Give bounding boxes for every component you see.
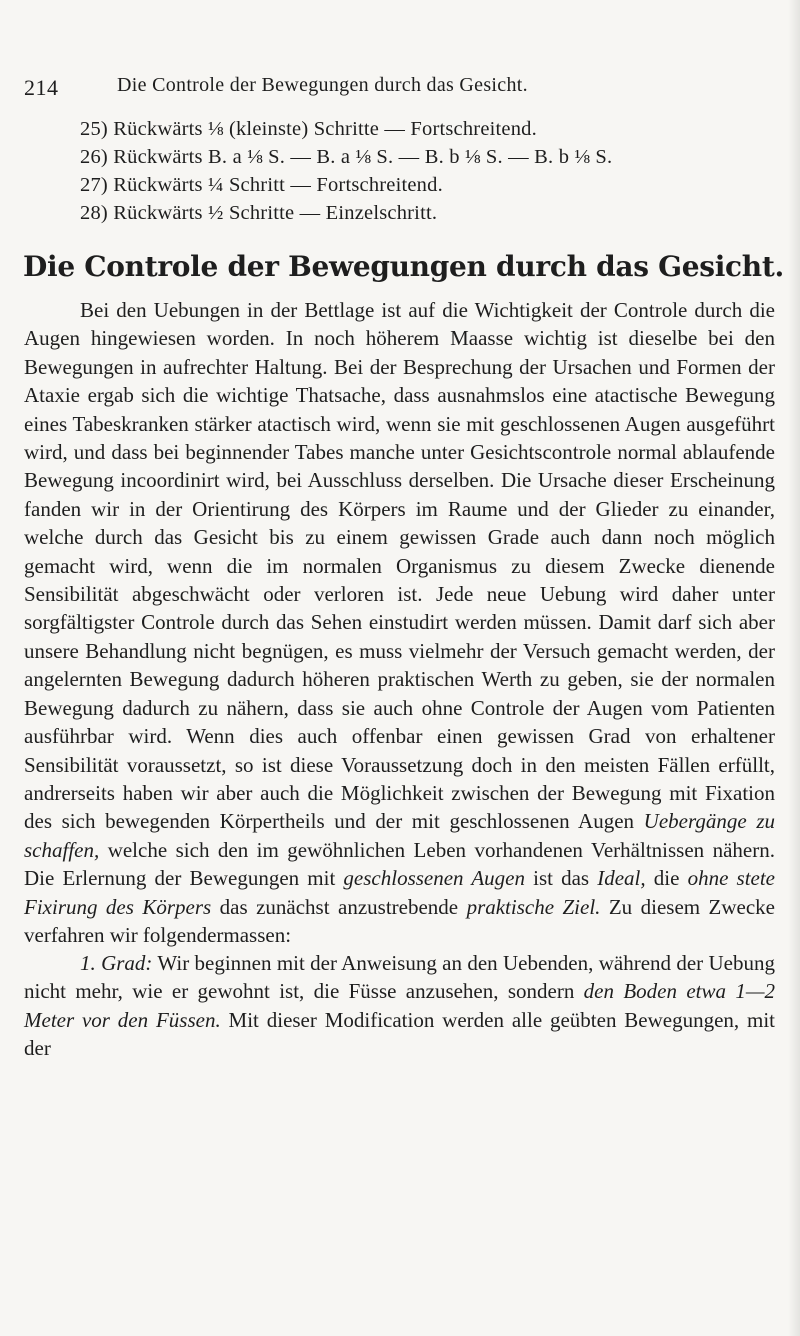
emphasis-text: praktische Ziel. — [466, 894, 601, 919]
page-number: 214 — [24, 75, 59, 100]
emphasis-text: Ideal, — [597, 866, 646, 891]
section-heading: Die Controle der Bewegungen durch das Gesicht. — [23, 250, 784, 283]
paragraph-text: die — [645, 866, 688, 891]
list-item: 26) Rückwärts B. a ⅛ S. — B. a ⅛ S. — B. b ⅛ S. — B. b ⅛ S. — [80, 146, 613, 168]
body-paragraph — [24, 296, 775, 949]
page-edge-shadow — [788, 0, 800, 1336]
list-item: 25) Rückwärts ⅛ (kleinste) Schritte — Fortschreitend. — [80, 118, 537, 140]
list-item: 27) Rückwärts ¼ Schritt — Fortschreitend. — [80, 174, 443, 196]
emphasis-text: Uebergänge zu schaffen, — [24, 809, 775, 862]
emphasis-text: geschlossenen Augen — [343, 866, 525, 891]
emphasis-text: ohne stete Fixirung des Körpers — [24, 866, 776, 919]
paragraph-text: Wir beginnen mit der Anweisung an den Uebenden, während der Uebung nicht mehr, wie er gewohnt ist, die Füsse anzusehen, sondern — [24, 951, 775, 1004]
paragraph-text: Mit dieser Modification werden alle geübten Bewegungen, mit der — [24, 1007, 776, 1061]
paragraph-text: Zu diesem Zwecke verfahren wir folgendermassen: — [24, 894, 775, 947]
grade-paragraph — [24, 949, 775, 1063]
exercise-step-list — [80, 115, 780, 227]
running-head: Die Controle der Bewegungen durch das Gesicht. — [117, 74, 528, 96]
emphasis-text: den Boden etwa 1—2 Meter vor den Füssen. — [24, 979, 775, 1032]
list-item: 28) Rückwärts ½ Schritte — Einzelschritt. — [80, 202, 438, 224]
paragraph-text: ist das — [524, 866, 598, 891]
paragraph-text: das zunächst anzustrebende — [211, 894, 467, 919]
paragraph-text: welche sich den im gewöhnlichen Leben vorhandenen Verhältnissen nähern. Die Erlernung der Bewegungen mit — [24, 837, 775, 891]
paragraph-text: Bei den Uebungen in der Bettlage ist auf die Wichtigkeit der Controle durch die Augen hingewiesen worden. In noch höherem Maasse wichtig ist dieselbe bei den Bewegungen in aufrechter Haltung. Bei der Besprechung der Ursachen und Formen der Ataxie ergab sich die wichtige Thatsache, dass ausnahmslos eine atactische Bewegung eines Tabeskranken stärker atactisch wird, wenn sie mit geschlossenen Augen ausgeführt wird, und dass bei beginnender Tabes manche unter Gesichtscontrole normal ablaufende Bewegung incoordinirt wird, bei Ausschluss derselben. Die Ursache dieser Erscheinung fanden wir in der Orientirung des Körpers im Raume und der Glieder zu einander, welche durch das Gesicht bis zu einem gewissen Grade auch dann noch möglich gemacht wird, wenn die im normalen Organismus zu diesem Zwecke dienende Sensibilität abgeschwächt oder verloren ist. Jede neue Uebung wird daher unter sorgfältigster Controle durch das Sehen einstudirt werden müssen. Damit darf sich aber unsere Behandlung nicht begnügen, es muss vielmehr der Versuch gemacht werden, der angelernten Bewegung dadurch höheren praktischen Werth zu geben, sie der normalen Bewegung dadurch zu nähern, dass sie auch ohne Controle der Augen vom Patienten ausführbar wird. Wenn dies auch offenbar einen gewissen Grad von erhaltener Sensibilität voraussetzt, so ist diese Voraussetzung doch in den meisten Fällen erfüllt, andrerseits haben wir aber auch die Möglichkeit zwischen der Bewegung mit Fixation des sich bewegenden Körpertheils und der mit geschlossenen Augen — [24, 298, 775, 834]
grade-label: 1. Grad: — [80, 951, 153, 975]
